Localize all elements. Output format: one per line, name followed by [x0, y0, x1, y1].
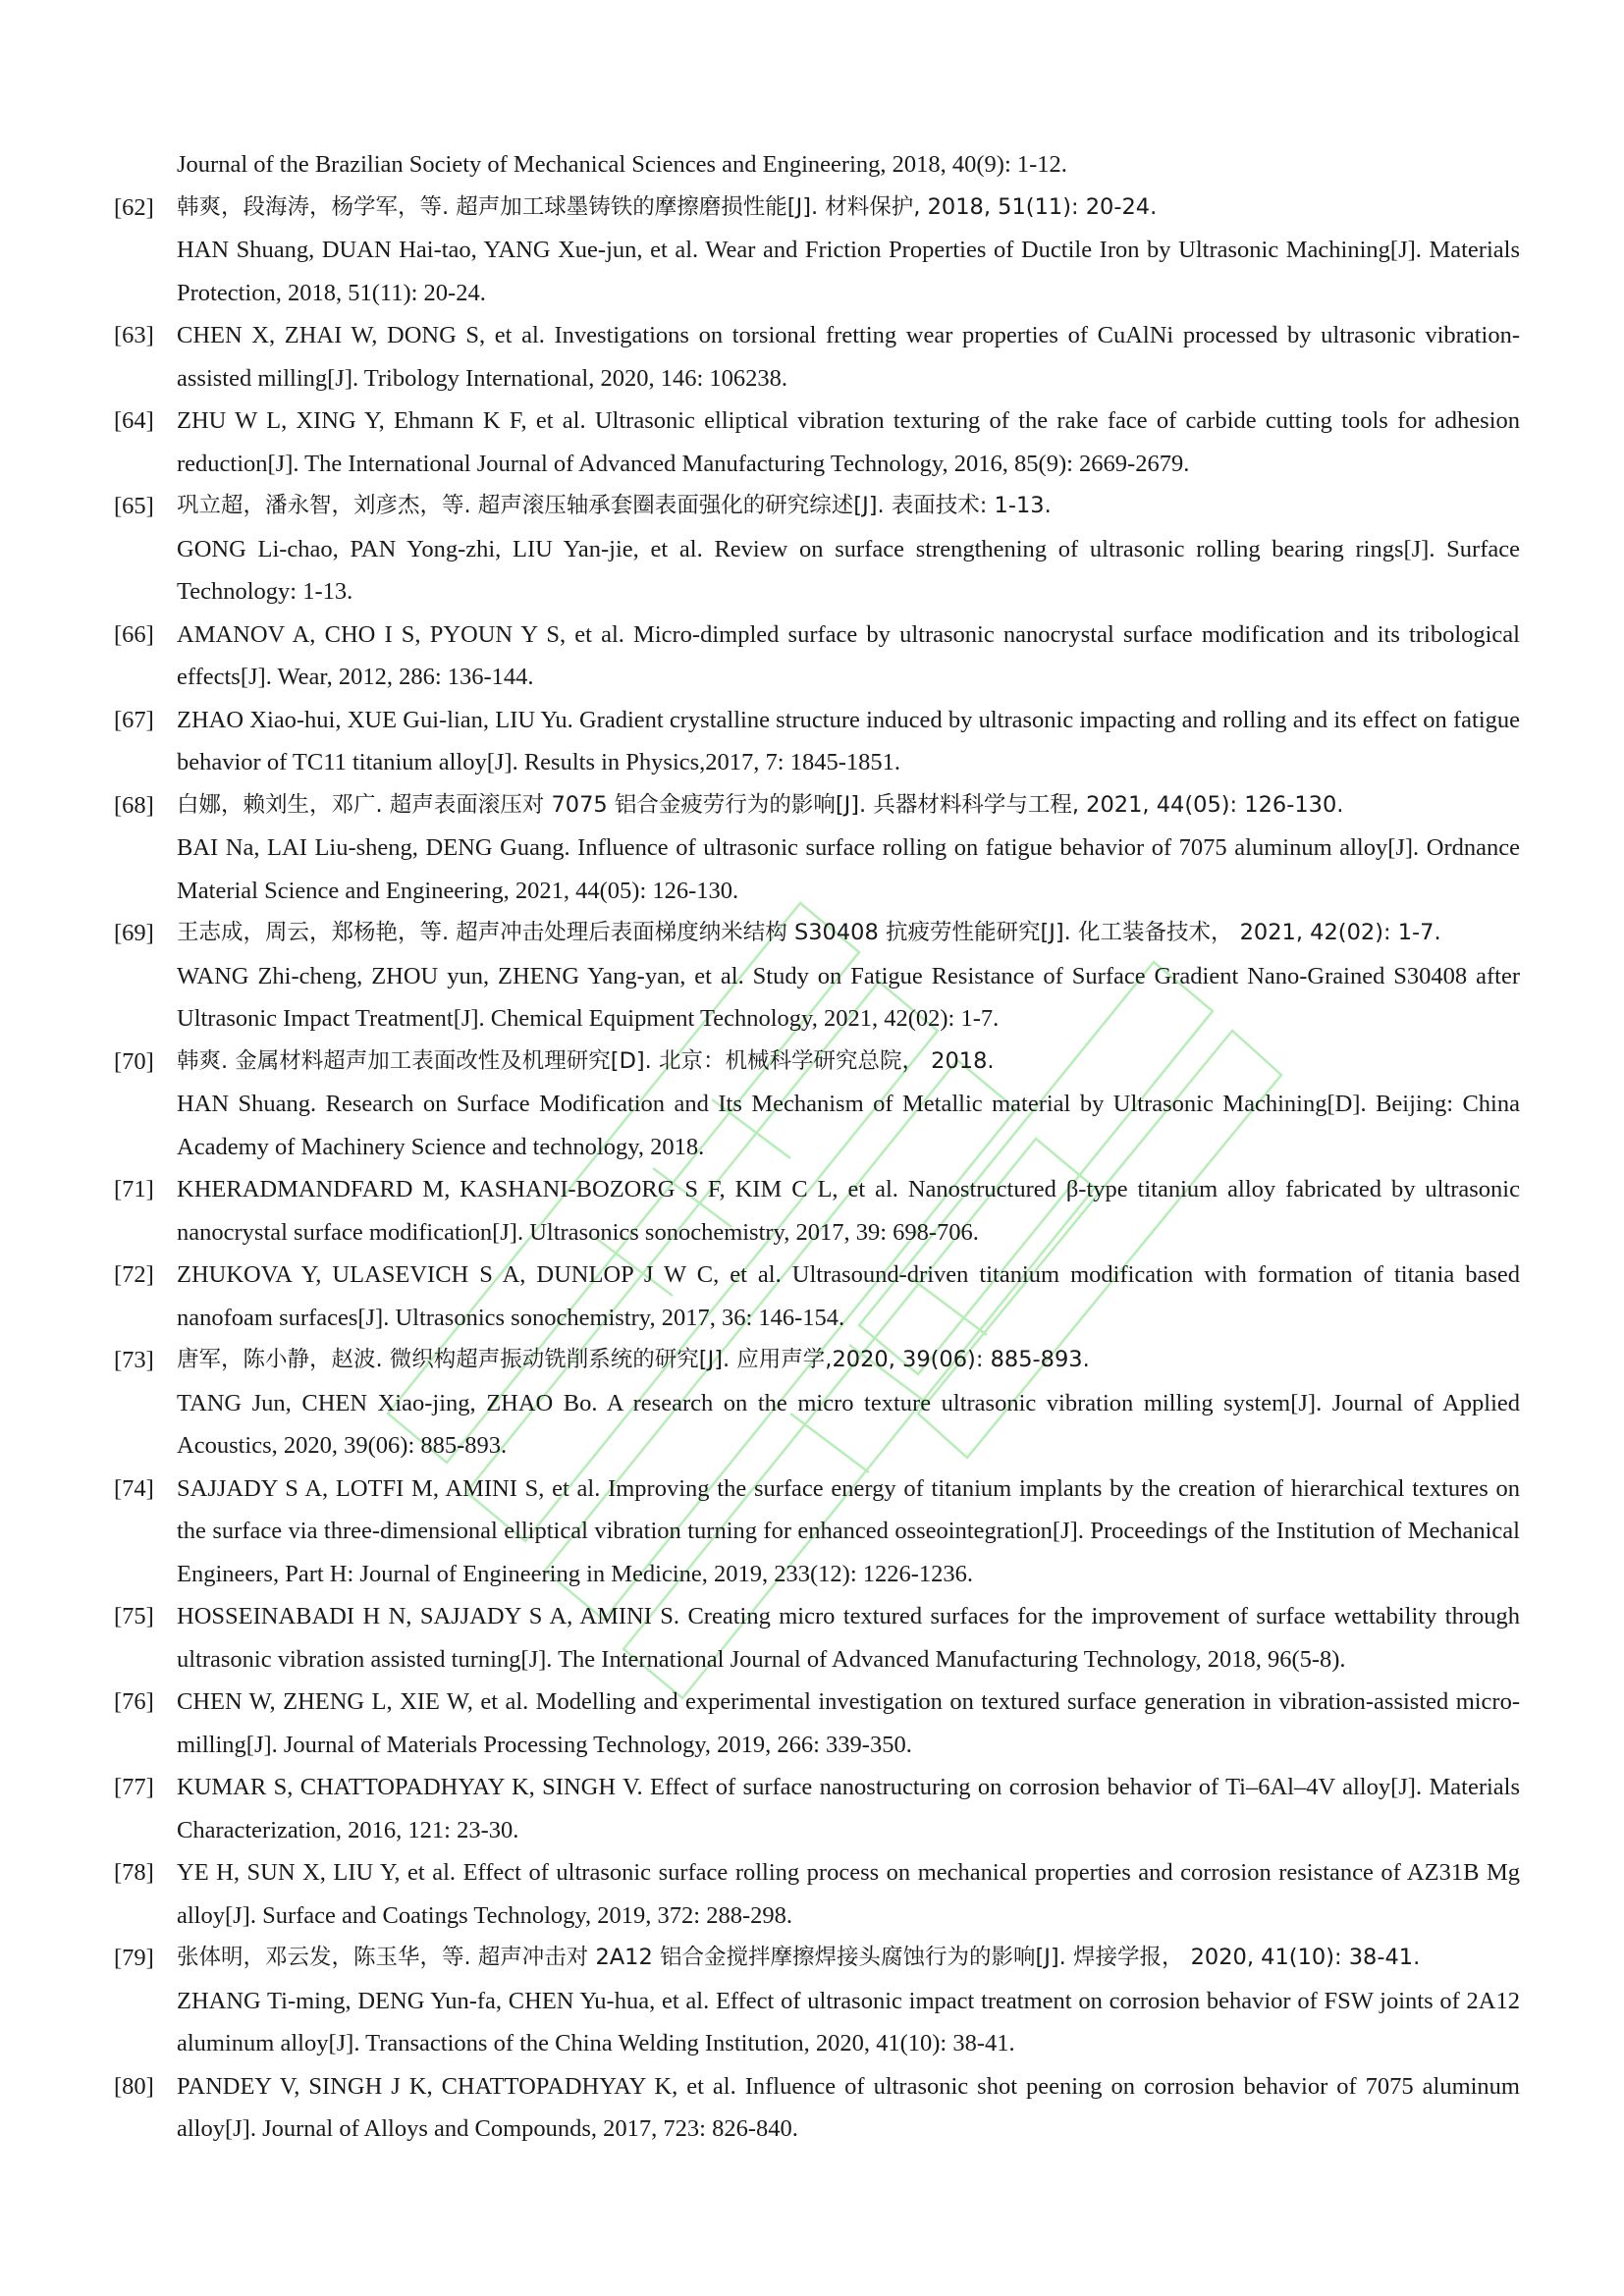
reference-item	[114, 1254, 1520, 1339]
reference-citation: HAN Shuang, DUAN Hai-tao, YANG Xue-jun, et al. Wear and Friction Properties of Ductile Iron by Ultrasonic Machining[J]. Materials Protection, 2018, 51(11): 20-24.	[177, 237, 1520, 306]
reference-citation: PANDEY V, SINGH J K, CHATTOPADHYAY K, et al. Influence of ultrasonic shot peening on corrosion behavior of 7075 aluminum alloy[J]. Journal of Alloys and Compounds, 2017, 723: 826-840.	[177, 2072, 1520, 2142]
reference-item	[114, 1339, 1520, 1468]
reference-number: [74]	[114, 1474, 154, 1502]
reference-number: [63]	[114, 322, 154, 348]
reference-number: [68]	[114, 791, 154, 819]
reference-continuation-text: Journal of the Brazilian Society of Mechanical Sciences and Engineering, 2018, 40(9): 1-12.	[177, 151, 1067, 178]
reference-citation: ZHANG Ti-ming, DENG Yun-fa, CHEN Yu-hua, et al. Effect of ultrasonic impact treatment on corrosion behavior of FSW joints of 2A12 aluminum alloy[J]. Transactions of the China Welding Institution, 2020, 41(10): 38-41.	[177, 1987, 1520, 2056]
reference-item	[114, 614, 1520, 699]
reference-citation: SAJJADY S A, LOTFI M, AMINI S, et al. Improving the surface energy of titanium implants by the creation of hierarchical textures on the surface via three-dimensional elliptical vibration turning for enhanced osseointegration[J]. Proceedings of the Institution of Mechanical Engineers, Part H: Journal of Engineering in Medicine, 2019, 233(12): 1226-1236.	[177, 1474, 1520, 1587]
reference-item	[114, 699, 1520, 784]
reference-citation: AMANOV A, CHO I S, PYOUN Y S, et al. Micro-dimpled surface by ultrasonic nanocrystal surface modification and its tribological effects[J]. Wear, 2012, 286: 136-144.	[177, 620, 1520, 690]
reference-chinese-citation: 巩立超，潘永智，刘彦杰，等. 超声滚压轴承套圈表面强化的研究综述[J]. 表面技术: 1-13.	[177, 493, 1052, 518]
reference-citation: GONG Li-chao, PAN Yong-zhi, LIU Yan-jie, et al. Review on surface strengthening of ultrasonic rolling bearing rings[J]. Surface Technology: 1-13.	[177, 535, 1520, 605]
reference-number: [75]	[114, 1603, 154, 1629]
reference-number: [64]	[114, 407, 154, 434]
reference-number: [77]	[114, 1774, 154, 1800]
reference-citation: HAN Shuang. Research on Surface Modification and Its Mechanism of Metallic material by Ultrasonic Machining[D]. Beijing: China Academy of Machinery Science and technology, 2018.	[177, 1091, 1520, 1160]
reference-citation: CHEN W, ZHENG L, XIE W, et al. Modelling and experimental investigation on textured surface generation in vibration-assisted micro-milling[J]. Journal of Materials Processing Technology, 2019, 266: 339-350.	[177, 1688, 1520, 1758]
reference-citation: HOSSEINABADI H N, SAJJADY S A, AMINI S. Creating micro textured surfaces for the improvement of surface wettability through ultrasonic vibration assisted turning[J]. The International Journal of Advanced Manufacturing Technology, 2018, 96(5-8).	[177, 1603, 1520, 1673]
reference-item	[114, 1041, 1520, 1169]
reference-citation: TANG Jun, CHEN Xiao-jing, ZHAO Bo. A research on the micro texture ultrasonic vibration milling system[J]. Journal of Applied Acoustics, 2020, 39(06): 885-893.	[177, 1389, 1520, 1459]
reference-citation: KHERADMANDFARD M, KASHANI-BOZORG S F, KIM C L, et al. Nanostructured β-type titanium alloy fabricated by ultrasonic nanocrystal surface modification[J]. Ultrasonics sonochemistry, 2017, 39: 698-706.	[177, 1176, 1520, 1246]
reference-number: [80]	[114, 2072, 154, 2100]
reference-number: [62]	[114, 193, 154, 221]
reference-number: [72]	[114, 1261, 154, 1288]
reference-citation: ZHAO Xiao-hui, XUE Gui-lian, LIU Yu. Gradient crystalline structure induced by ultrasonic impacting and rolling and its effect on fatigue behavior of TC11 titanium alloy[J]. Results in Physics,2017, 7: 1845-1851.	[177, 706, 1520, 775]
reference-chinese-citation: 韩爽. 金属材料超声加工表面改性及机理研究[D]. 北京：机械科学研究总院， 2018.	[177, 1047, 995, 1074]
reference-chinese-citation: 王志成，周云，郑杨艳，等. 超声冲击处理后表面梯度纳米结构 S30408 抗疲劳性能研究[J]. 化工装备技术， 2021, 42(02): 1-7.	[177, 920, 1441, 945]
reference-item	[114, 1468, 1520, 1596]
reference-item	[114, 1937, 1520, 2065]
reference-number: [66]	[114, 620, 154, 648]
reference-list	[114, 143, 1520, 2151]
reference-item	[114, 1168, 1520, 1254]
reference-chinese-citation: 韩爽，段海涛，杨学军，等. 超声加工球墨铸铁的摩擦磨损性能[J]. 材料保护, 2018, 51(11): 20-24.	[177, 193, 1158, 220]
reference-item	[114, 400, 1520, 485]
reference-item	[114, 1851, 1520, 1937]
reference-citation: ZHU W L, XING Y, Ehmann K F, et al. Ultrasonic elliptical vibration texturing of the rake face of carbide cutting tools for adhesion reduction[J]. The International Journal of Advanced Manufacturing Technology, 2016, 85(9): 2669-2679.	[177, 407, 1520, 477]
reference-number: [65]	[114, 493, 154, 519]
reference-number: [73]	[114, 1347, 154, 1373]
reference-item	[114, 1595, 1520, 1681]
reference-number: [76]	[114, 1688, 154, 1715]
reference-item	[114, 1681, 1520, 1766]
reference-chinese-citation: 张体明，邓云发，陈玉华，等. 超声冲击对 2A12 铝合金搅拌摩擦焊接头腐蚀行为的影响[J]. 焊接学报， 2020, 41(10): 38-41.	[177, 1945, 1421, 1970]
reference-number: [67]	[114, 706, 154, 733]
reference-number: [78]	[114, 1859, 154, 1886]
reference-item	[114, 485, 1520, 614]
reference-items	[114, 187, 1520, 2151]
reference-number: [69]	[114, 920, 154, 946]
reference-chinese-citation: 唐军，陈小静，赵波. 微织构超声振动铣削系统的研究[J]. 应用声学,2020, 39(06): 885-893.	[177, 1347, 1090, 1372]
reference-item	[114, 1766, 1520, 1851]
reference-number: [71]	[114, 1176, 154, 1202]
reference-citation: ZHUKOVA Y, ULASEVICH S A, DUNLOP J W C, et al. Ultrasound-driven titanium modification with formation of titania based nanofoam surfaces[J]. Ultrasonics sonochemistry, 2017, 36: 146-154.	[177, 1261, 1520, 1331]
reference-item	[114, 912, 1520, 1041]
reference-chinese-citation: 白娜，赖刘生，邓广. 超声表面滚压对 7075 铝合金疲劳行为的影响[J]. 兵器材料科学与工程, 2021, 44(05): 126-130.	[177, 791, 1344, 818]
reference-item	[114, 314, 1520, 400]
reference-citation: KUMAR S, CHATTOPADHYAY K, SINGH V. Effect of surface nanostructuring on corrosion behavior of Ti–6Al–4V alloy[J]. Materials Characterization, 2016, 121: 23-30.	[177, 1774, 1520, 1843]
reference-number: [70]	[114, 1047, 154, 1075]
reference-citation: YE H, SUN X, LIU Y, et al. Effect of ultrasonic surface rolling process on mechanical properties and corrosion resistance of AZ31B Mg alloy[J]. Surface and Coatings Technology, 2019, 372: 288-298.	[177, 1859, 1520, 1929]
reference-continuation	[114, 143, 1520, 187]
reference-citation: WANG Zhi-cheng, ZHOU yun, ZHENG Yang-yan, et al. Study on Fatigue Resistance of Surface Gradient Nano-Grained S30408 after Ultrasonic Impact Treatment[J]. Chemical Equipment Technology, 2021, 42(02): 1-7.	[177, 962, 1520, 1032]
reference-item	[114, 187, 1520, 315]
reference-citation: CHEN X, ZHAI W, DONG S, et al. Investigations on torsional fretting wear properties of CuAlNi processed by ultrasonic vibration-assisted milling[J]. Tribology International, 2020, 146: 106238.	[177, 322, 1520, 392]
reference-number: [79]	[114, 1945, 154, 1971]
reference-item	[114, 784, 1520, 913]
reference-citation: BAI Na, LAI Liu-sheng, DENG Guang. Influence of ultrasonic surface rolling on fatigue behavior of 7075 aluminum alloy[J]. Ordnance Material Science and Engineering, 2021, 44(05): 126-130.	[177, 834, 1520, 904]
reference-item	[114, 2065, 1520, 2151]
